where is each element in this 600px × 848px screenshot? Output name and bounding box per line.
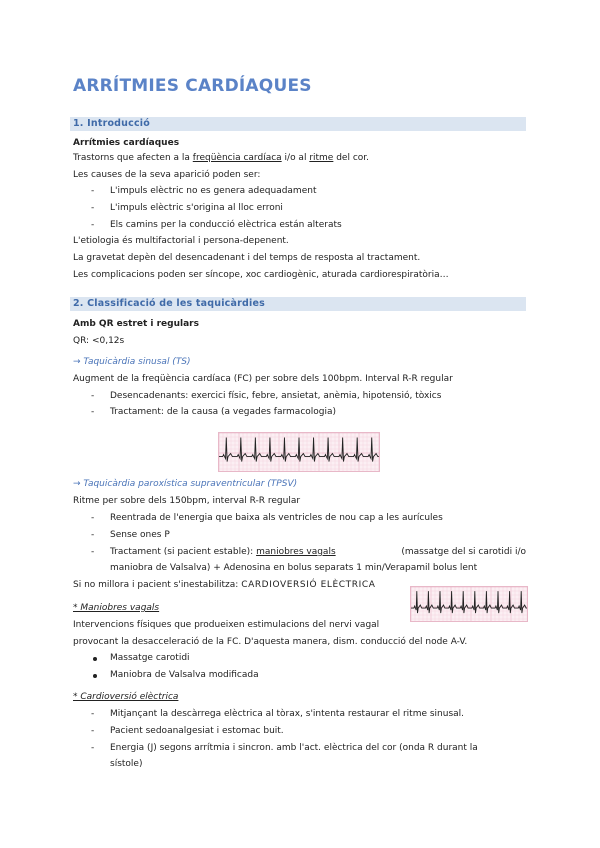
cardioversion-item: Pacient sedoanalgesiat i estomac buit. [110,726,284,736]
cardioversion-item-energy-cont: sístole) [110,759,143,769]
dash-bullet: - [91,220,95,230]
page-title: ARRÍTMIES CARDÍAQUES [73,76,312,96]
ecg-sinus-image [219,433,379,471]
vagal-line1: Intervencions físiques que produeixen estimulacions del nervi vagal [73,620,380,630]
severity-paragraph: La gravetat depèn del desencadenant i del temps de resposta al tractament. [73,253,421,263]
unstable-text: Si no millora i pacient s'inestabilitza: [73,580,242,590]
dash-bullet: - [91,513,95,523]
ts-title: → Taquicàrdia sinusal (TS) [73,357,191,367]
tpsv-treatment-vagal: maniobres vagals [256,547,336,557]
dash-bullet: - [91,407,95,417]
ecg-strip-psvt [410,586,528,622]
ts-description: Augment de la freqüència cardíaca (FC) per sobre dels 100bpm. Interval R-R regular [73,374,453,384]
bullet-dot [93,674,97,678]
tpsv-title: → Taquicàrdia paroxística supraventricular (TPSV) [73,479,298,489]
tpsv-treatment-label: Tractament (si pacient estable): [110,547,257,557]
definition-term-frequency: freqüència cardíaca [192,153,282,163]
ecg-waveform [411,591,527,613]
section-2-heading-bar [70,297,526,311]
causes-intro: Les causes de la seva aparició poden ser: [73,170,261,180]
tpsv-item: Sense ones P [110,530,170,540]
ts-item: Desencadenants: exercici físic, febre, ansietat, anèmia, hipotensió, tòxics [110,391,442,401]
subheading-narrow-qrs: Amb QR estret i regulars [73,319,199,329]
tpsv-treatment-detail: (massatge del si carotidi i/o [401,547,526,557]
cause-item: L'impuls elèctric no es genera adequadament [110,186,317,196]
dash-bullet: - [91,203,95,213]
tpsv-item: Reentrada de l'energia que baixa als ventricles de nou cap a les aurícules [110,513,443,523]
dash-bullet: - [91,547,95,557]
dash-bullet: - [91,391,95,401]
definition-text: Trastorns que afecten a la [73,153,193,163]
subheading-arrhythmias: Arrítmies cardíaques [73,138,180,148]
unstable-line [73,580,376,591]
ts-item: Tractament: de la causa (a vegades farmacologia) [110,407,337,417]
tpsv-description: Ritme per sobre dels 150bpm, interval R-R regular [73,496,301,506]
qr-duration: QR: <0,12s [73,336,125,346]
tpsv-treatment-line2: maniobra de Valsalva) + Adenosina en bolus separats 1 min/Verapamil bolus lent [110,563,478,573]
ecg-strip-sinus-tachycardia [218,432,380,472]
bullet-dot [93,657,97,661]
cardioversion-caps: CARDIOVERSIÓ ELÈCTRICA [241,580,376,590]
definition-paragraph [73,153,369,164]
cause-item: L'impuls elèctric s'origina al lloc erroni [110,203,283,213]
cause-item: Els camins per la conducció elèctrica están alterats [110,220,342,230]
ecg-psvt-image [411,587,527,621]
vagal-line2: provocant la desacceleració de la FC. D'aquesta manera, dism. conducció del node A-V. [73,637,468,647]
dash-bullet: - [91,709,95,719]
section-2-heading: 2. Classificació de les taquicàrdies [73,298,265,309]
vagal-item: Massatge carotidi [110,653,190,663]
dash-bullet: - [91,186,95,196]
tpsv-treatment-text [110,547,336,558]
vagal-item: Maniobra de Valsalva modificada [110,670,259,680]
section-1-heading: 1. Introducció [73,118,150,129]
cardioversion-item-energy: Energia (J) segons arrítmia i sincron. amb l'act. elèctrica del cor (onda R durant la [110,743,478,753]
vagal-title: * Maniobres vagals [73,603,160,613]
cardioversion-title: * Cardioversió elèctrica [73,692,179,702]
definition-text: del cor. [333,153,370,163]
definition-term-rhythm: ritme [309,153,334,163]
complications-paragraph: Les complicacions poden ser síncope, xoc cardiogènic, aturada cardiorespiratòria… [73,270,449,280]
definition-text: i/o al [281,153,310,163]
dash-bullet: - [91,726,95,736]
cardioversion-item: Mitjançant la descàrrega elèctrica al tòrax, s'intenta restaurar el ritme sinusal. [110,709,465,719]
section-1-heading-bar [70,117,526,131]
dash-bullet: - [91,530,95,540]
tpsv-treatment-line1 [110,547,526,558]
etiology-paragraph: L'etiologia és multifactorial i persona-depenent. [73,236,289,246]
dash-bullet: - [91,743,95,753]
